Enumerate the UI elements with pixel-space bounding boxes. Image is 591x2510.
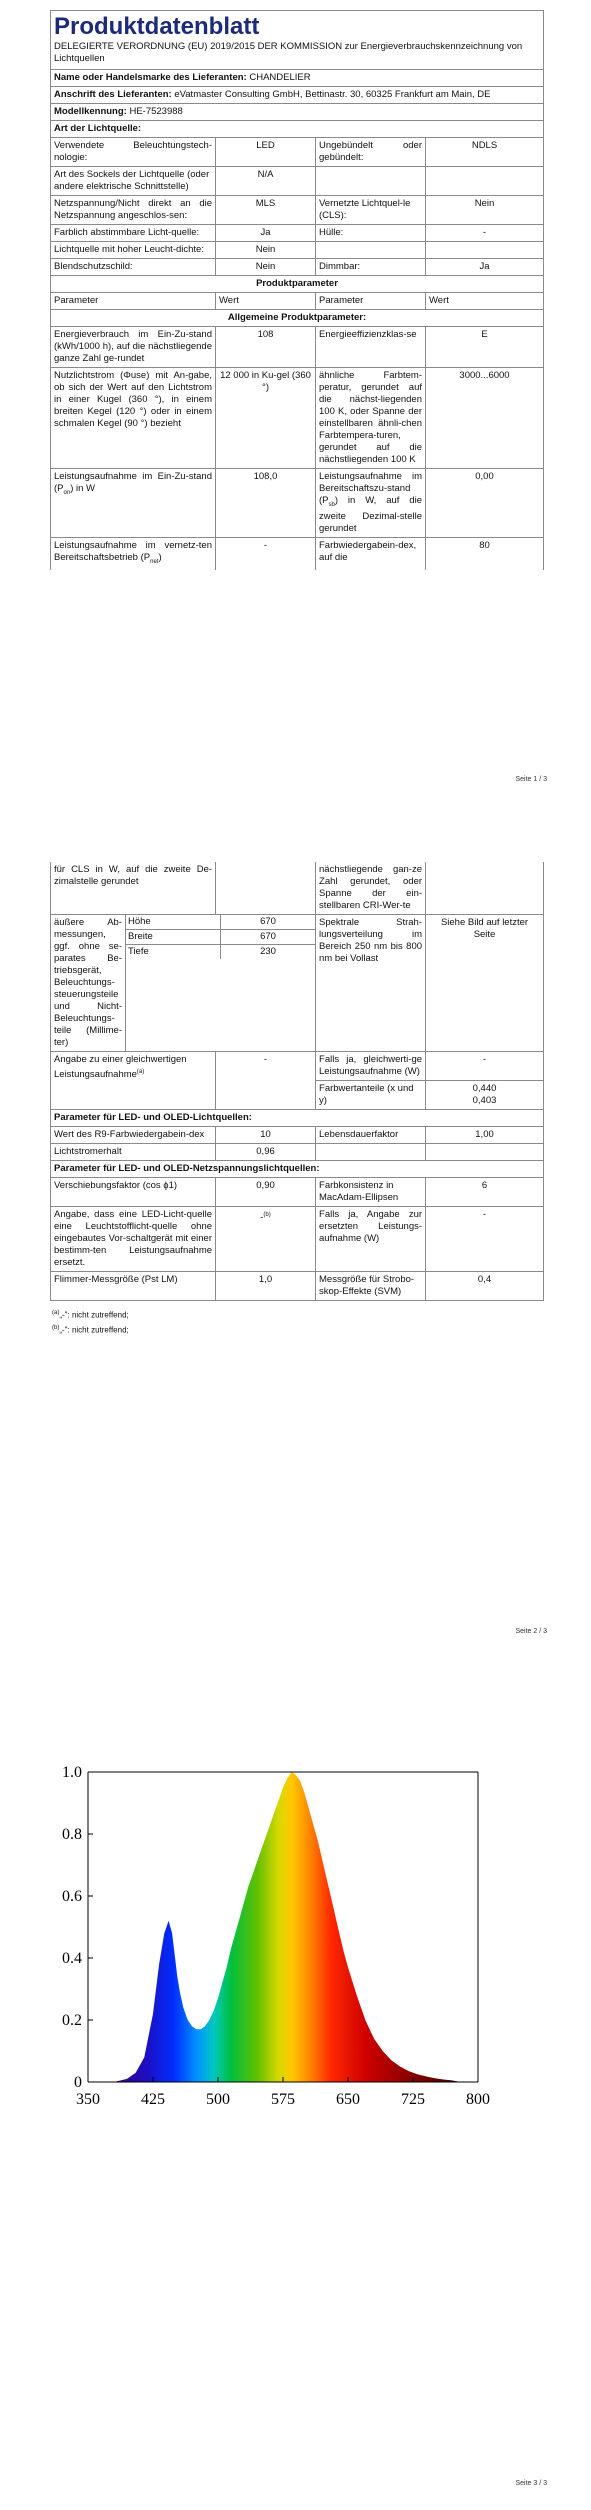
x-tick-label: 800	[466, 2091, 490, 2108]
col-param-2: Parameter	[316, 293, 426, 310]
led-params-heading: Parameter für LED- und OLED-Lichtquellen:	[51, 1110, 544, 1127]
cri-value: 80	[426, 537, 544, 569]
footnote-b: $^{(b)}$„-": nicht zutreffend;	[52, 1324, 129, 1335]
chromaticity-label: Farbwertanteile (x und y)	[316, 1081, 426, 1110]
chromaticity-value: 0,440 0,403	[426, 1081, 544, 1110]
col-param-1: Parameter	[51, 293, 216, 310]
page-1	[0, 0, 591, 800]
connected-value: Nein	[426, 196, 544, 225]
height-label: Höhe	[126, 915, 221, 930]
page-3	[0, 1640, 591, 2510]
depth-value: 230	[260, 946, 276, 957]
power-on-label: Leistungsaufnahme im Ein-Zu-stand $(P_{on})$ in W	[51, 469, 216, 538]
dimensions-values	[126, 915, 316, 1052]
tech-label: Verwendete Beleuchtungstech-nologie:	[51, 138, 216, 167]
life-factor-label: Lebensdauerfaktor	[316, 1127, 426, 1144]
envelope-value: -	[426, 225, 544, 242]
dimmable-value: Ja	[426, 259, 544, 276]
lumen-maint-value: 0,96	[216, 1144, 316, 1161]
col-value-2: Wert	[426, 293, 544, 310]
y-tick-label: 0	[74, 2074, 82, 2091]
power-net-value: -	[216, 537, 316, 569]
socket-value: N/A	[216, 167, 316, 196]
mains-label: Netzspannung/Nicht direkt an die Netzspannung angeschlos-sen:	[51, 196, 216, 225]
cri-label: Farbwiedergabein-dex, auf die	[316, 537, 426, 569]
equiv-power-w-value: -	[426, 1052, 544, 1081]
x-tick-label: 500	[206, 2091, 230, 2108]
flicker-label: Flimmer-Messgröße (Pst LM)	[51, 1272, 216, 1301]
cct-value: 3000...6000	[426, 368, 544, 469]
height-value: 670	[221, 915, 316, 930]
power-net-label: Leistungsaufnahme im vernetz-ten Bereitschaftsbetrieb $(P_{net})$	[51, 537, 216, 569]
connected-label: Vernetzte Lichtquel-le (CLS):	[316, 196, 426, 225]
shift-factor-label: Verschiebungsfaktor (cos ϕ1)	[51, 1178, 216, 1207]
socket-label: Art des Sockels der Lichtquelle (oder andere elektrische Schnittstelle)	[51, 167, 216, 196]
unbundled-value: NDLS	[426, 138, 544, 167]
tech-value: LED	[216, 138, 316, 167]
datasheet-table-2	[50, 862, 544, 1301]
model-row: Modellkennung: HE-7523988	[51, 104, 544, 121]
power-standby-value: 0,00	[426, 469, 544, 538]
flux-label: Nutzlichtstrom (Φuse) mit An-gabe, ob sich der Wert auf den Lichtstrom in einer Kugel (360 °), in einem breiten Kegel (120 °) oder in einem schmalen Kegel (90 °) bezieht	[51, 368, 216, 469]
equiv-power-w-label: Falls ja, gleichwerti-ge Leistungsaufnahme (W)	[316, 1052, 426, 1081]
high-luminance-label: Lichtquelle mit hoher Leucht-dichte:	[51, 242, 216, 259]
x-tick-label: 725	[401, 2091, 425, 2108]
spectral-distribution-chart	[40, 1760, 510, 2160]
depth-label: Tiefe	[126, 945, 221, 960]
supplier-address-row: Anschrift des Lieferanten: eVatmaster Consulting GmbH, Bettinastr. 30, 60325 Frankfurt am Main, DE	[51, 87, 544, 104]
datasheet-page-2	[50, 862, 543, 1336]
y-tick-label: 0.6	[62, 1888, 82, 1905]
stroboscopic-value: 0,4	[426, 1272, 544, 1301]
spectrum-area	[114, 1772, 461, 2082]
page-2	[0, 800, 591, 1640]
color-consistency-value: 6	[426, 1178, 544, 1207]
replaced-power-label: Falls ja, Angabe zur ersetzten Leistungs-aufnahme (W)	[316, 1207, 426, 1272]
mains-value: MLS	[216, 196, 316, 225]
flicker-value: 1,0	[216, 1272, 316, 1301]
y-tick-label: 0.2	[62, 2012, 82, 2029]
envelope-label: Hülle:	[316, 225, 426, 242]
mains-params-heading: Parameter für LED- und OLED-Netzspannungslichtquellen:	[51, 1161, 544, 1178]
page-number-3: Seite 3 / 3	[515, 2480, 547, 2487]
r9-label: Wert des R9-Farbwiedergabein-dex	[51, 1127, 216, 1144]
regulation-intro: DELEGIERTE VERORDNUNG (EU) 2019/2015 DER KOMMISSION zur Energieverbrauchskennzeichnung von Lichtquellen	[54, 41, 523, 64]
y-tick-label: 1.0	[62, 1764, 82, 1781]
dimensions-label: äußere Ab-messungen, ggf. ohne se-parates Be-triebsgerät, Beleuchtungs-steuerungsteile und Nicht-Beleuchtungs-teile (Millime-ter)	[51, 915, 126, 1052]
y-tick-label: 0.8	[62, 1826, 82, 1843]
life-factor-value: 1,00	[426, 1127, 544, 1144]
energy-label: Energieverbrauch im Ein-Zu-stand (kWh/1000 h), auf die nächstliegende ganze Zahl ge-rundet	[51, 327, 216, 368]
page-number-1: Seite 1 / 3	[515, 776, 547, 783]
width-value: 670	[221, 930, 316, 945]
page-title: Produktdatenblatt	[54, 13, 260, 40]
lumen-maint-label: Lichtstromerhalt	[51, 1144, 216, 1161]
supplier-name-row: Name oder Handelsmarke des Lieferanten: CHANDELIER	[51, 70, 544, 87]
x-tick-label: 650	[336, 2091, 360, 2108]
energy-value: 108	[216, 327, 316, 368]
x-tick-label: 575	[271, 2091, 295, 2108]
page-number-2: Seite 2 / 3	[515, 1628, 547, 1635]
width-label: Breite	[126, 930, 221, 945]
spectral-value: Siehe Bild auf letzter Seite	[426, 915, 544, 1052]
unbundled-label: Ungebündelt oder gebündelt:	[316, 138, 426, 167]
general-params-heading: Allgemeine Produktparameter:	[51, 310, 544, 327]
replacement-label: Angabe, dass eine LED-Licht-quelle eine Leuchtstofflicht-quelle ohne eingebautes Vor-schaltgerät mit einer bestimm-ten Leistungsaufnahme ersetzt.	[51, 1207, 216, 1272]
power-standby-label: Leistungsaufnahme im Bereitschaftszu-stand $(P_{sb})$ in W, auf die zweite Dezimal-stelle gerundet	[316, 469, 426, 538]
col-value-1: Wert	[216, 293, 316, 310]
equivalent-power-label: Angabe zu einer gleichwertigen Leistungsaufnahme$^{(a)}$	[51, 1052, 216, 1110]
cont-left: für CLS in W, auf die zweite De-zimalstelle gerundet	[51, 862, 216, 915]
color-tunable-value: Ja	[216, 225, 316, 242]
color-consistency-label: Farbkonsistenz in MacAdam-Ellipsen	[316, 1178, 426, 1207]
glare-label: Blendschutzschild:	[51, 259, 216, 276]
product-params-heading: Produktparameter	[51, 276, 544, 293]
stroboscopic-label: Messgröße für Strobo-skop-Effekte (SVM)	[316, 1272, 426, 1301]
power-on-value: 108,0	[216, 469, 316, 538]
r9-value: 10	[216, 1127, 316, 1144]
equivalent-power-value: -	[216, 1052, 316, 1110]
footnote-a: $^{(a)}$„-": nicht zutreffend;	[52, 1310, 129, 1320]
datasheet-page-1	[50, 10, 543, 570]
glare-value: Nein	[216, 259, 316, 276]
replacement-value: -$^{(b)}$	[216, 1207, 316, 1272]
x-tick-label: 350	[76, 2091, 100, 2108]
type-heading: Art der Lichtquelle:	[51, 121, 544, 138]
flux-value: 12 000 in Ku-gel (360 °)	[216, 368, 316, 469]
energy-class-value: E	[426, 327, 544, 368]
high-luminance-value: Nein	[216, 242, 316, 259]
cct-label: ähnliche Farbtem-peratur, gerundet auf die nächst-liegenden 100 K, oder Spanne der einstellbaren ähnli-chen Farbtempera-turen, gerundet auf die nächstliegenden 100 K	[316, 368, 426, 469]
cont-right: nächstliegende gan-ze Zahl gerundet, oder Spanne der ein-stellbaren CRI-Wer-te	[316, 862, 426, 915]
y-tick-label: 0.4	[62, 1950, 82, 1967]
energy-class-label: Energieeffizienzklas-se	[316, 327, 426, 368]
shift-factor-value: 0,90	[216, 1178, 316, 1207]
spectral-label: Spektrale Strah-lungsverteilung im Bereich 250 nm bis 800 nm bei Vollast	[316, 915, 426, 1052]
color-tunable-label: Farblich abstimmbare Licht-quelle:	[51, 225, 216, 242]
x-tick-label: 425	[141, 2091, 165, 2108]
datasheet-table-1	[50, 10, 544, 570]
dimmable-label: Dimmbar:	[316, 259, 426, 276]
replaced-power-value: -	[426, 1207, 544, 1272]
